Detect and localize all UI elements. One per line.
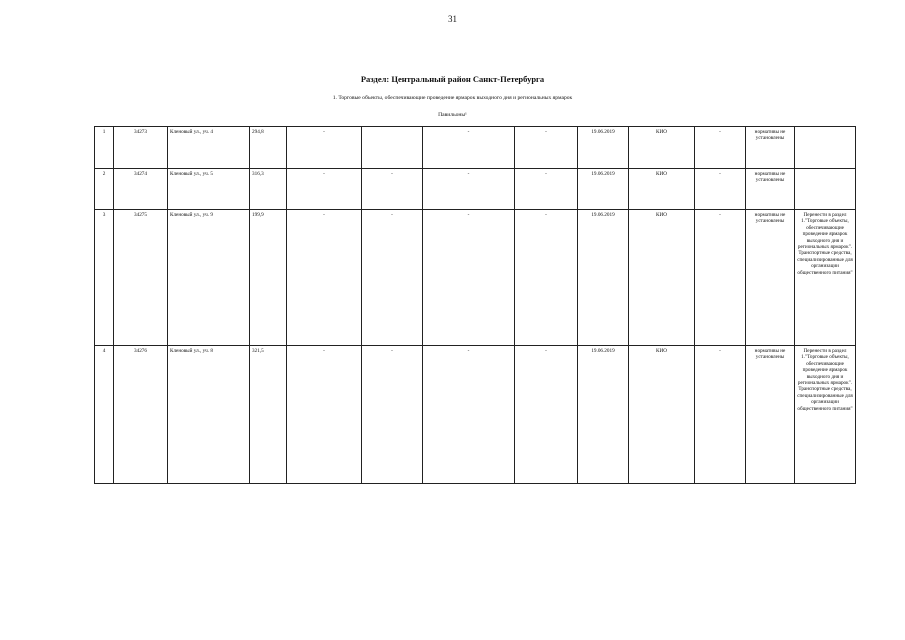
cell-col5: - — [287, 210, 362, 346]
table-row — [95, 346, 856, 484]
cell-org: КИО — [629, 127, 695, 169]
cell-org: КИО — [629, 210, 695, 346]
cell-col6: - — [362, 169, 423, 210]
cell-org: КИО — [629, 346, 695, 484]
cell-num: 2 — [95, 169, 114, 210]
cell-col6 — [362, 127, 423, 169]
cell-col8: - — [515, 127, 578, 169]
cell-col7: - — [423, 169, 515, 210]
cell-org: КИО — [629, 169, 695, 210]
cell-area: 321,5 — [250, 346, 287, 484]
cell-col7: - — [423, 210, 515, 346]
cell-area: 316,3 — [250, 169, 287, 210]
cell-date: 19.06.2019 — [578, 127, 629, 169]
cell-address: Кленовый ул., уч. 9 — [168, 210, 250, 346]
cell-col5: - — [287, 169, 362, 210]
cell-col8: - — [515, 210, 578, 346]
cell-col5: - — [287, 127, 362, 169]
section-subtitle: 1. Торговые объекты, обеспечивающие проведение ярмарок выходного дня и региональных ярмарок — [332, 95, 573, 101]
page-number: 31 — [448, 14, 457, 24]
cell-code: 34275 — [114, 210, 168, 346]
cell-code: 34273 — [114, 127, 168, 169]
cell-status: нормативы не установлены — [746, 169, 795, 210]
cell-status: нормативы не установлены — [746, 210, 795, 346]
cell-col11: - — [695, 210, 746, 346]
cell-date: 19.06.2019 — [578, 169, 629, 210]
cell-date: 19.06.2019 — [578, 210, 629, 346]
cell-col6: - — [362, 346, 423, 484]
cell-date: 19.06.2019 — [578, 346, 629, 484]
cell-num: 1 — [95, 127, 114, 169]
cell-note — [795, 127, 856, 169]
cell-col5: - — [287, 346, 362, 484]
table-row — [95, 127, 856, 169]
cell-area: 199,9 — [250, 210, 287, 346]
cell-note: Перенести в раздел 1."Торговые объекты, обеспечивающие проведение ярмарок выходного дня и региональных ярмарок". Транспортные средства, специализированные для организации общественного питания" — [795, 210, 856, 346]
cell-col7: - — [423, 346, 515, 484]
cell-code: 34276 — [114, 346, 168, 484]
cell-num: 3 — [95, 210, 114, 346]
cell-num: 4 — [95, 346, 114, 484]
cell-status: нормативы не установлены — [746, 346, 795, 484]
cell-address: Кленовый ул., уч. 5 — [168, 169, 250, 210]
cell-status: нормативы не установлены — [746, 127, 795, 169]
cell-note — [795, 169, 856, 210]
cell-address: Кленовый ул., уч. 4 — [168, 127, 250, 169]
cell-col11: - — [695, 169, 746, 210]
cell-col8: - — [515, 169, 578, 210]
cell-col6: - — [362, 210, 423, 346]
cell-address: Кленовый ул., уч. 8 — [168, 346, 250, 484]
section-title: Раздел: Центральный район Санкт-Петербурга — [360, 74, 545, 84]
cell-area: 294,8 — [250, 127, 287, 169]
table-row — [95, 169, 856, 210]
table-caption: Павильоны¹ — [438, 112, 467, 118]
registry-table — [94, 126, 856, 484]
cell-col7: - — [423, 127, 515, 169]
table-row — [95, 210, 856, 346]
cell-col11: - — [695, 127, 746, 169]
cell-code: 34274 — [114, 169, 168, 210]
cell-note: Перенести в раздел 1."Торговые объекты, обеспечивающие проведение ярмарок выходного дня и региональных ярмарок". Транспортные средства, специализированные для организации общественного питания" — [795, 346, 856, 484]
cell-col11: - — [695, 346, 746, 484]
cell-col8: - — [515, 346, 578, 484]
